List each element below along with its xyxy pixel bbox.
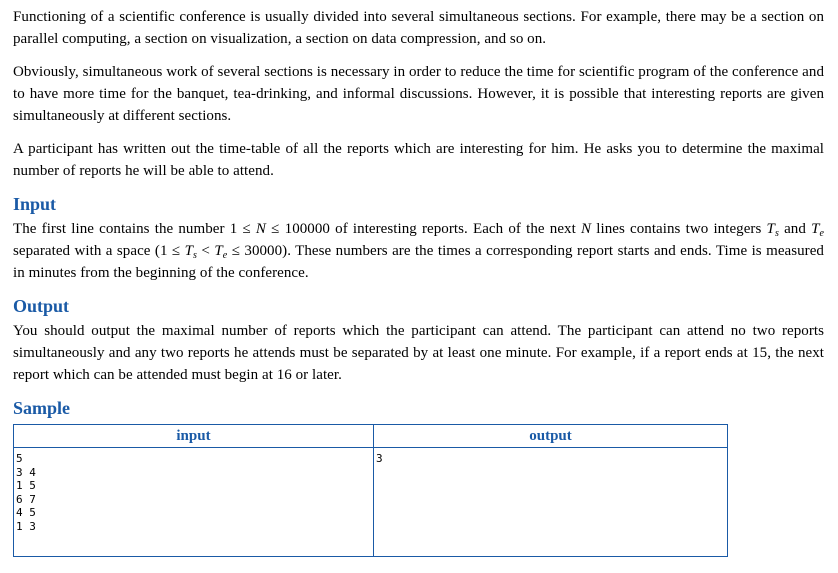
sample-output-value[interactable]: 3 (376, 452, 383, 465)
math-n-range-end: ≤ 100000 (265, 221, 330, 237)
intro-paragraph-3: A participant has written out the time-table of all the reports which are interesting for him. He asks you to determine the maximal number of reports he will be able to attend. (13, 141, 824, 179)
input-text-6: ). These numbers are the times a corresponding report starts and ends. Time is measured in minutes from the beginning of the conference. (13, 243, 824, 281)
math-less-than: < (197, 243, 215, 259)
input-description (13, 218, 824, 284)
input-heading: Input (13, 194, 57, 214)
math-te-2: $T_e$ (214, 243, 228, 261)
sample-input-value[interactable]: 5 3 4 1 5 6 7 4 5 1 3 (16, 452, 36, 533)
math-range-start: 1 ≤ (159, 243, 185, 259)
sample-heading: Sample (13, 398, 71, 418)
math-ts-2: $T_s$ (184, 243, 197, 261)
math-ts: $T_s$ (766, 221, 779, 239)
input-text-4: and (778, 221, 812, 237)
math-n: N (255, 221, 266, 237)
input-text-5: separated with a space ( (13, 243, 160, 259)
math-n-range-start: 1 ≤ (229, 221, 256, 237)
math-range-end: ≤ 30000 (227, 243, 283, 259)
sample-input-header: input (14, 425, 374, 448)
sample-table (13, 424, 728, 557)
input-text-1: The first line contains the number (13, 221, 230, 237)
sample-output-cell (374, 448, 728, 557)
math-n-2: N (581, 221, 592, 237)
input-text-2: of interesting reports. Each of the next (329, 221, 582, 237)
input-text-3: lines contains two integers (591, 221, 767, 237)
intro-paragraph-2: Obviously, simultaneous work of several sections is necessary in order to reduce the time for scientific program of the conference and to have more time for the banquet, tea-drinking, and informal discussions. However, it is possible that interesting reports are given simultaneously at different sections. (13, 64, 824, 124)
output-heading: Output (13, 296, 70, 316)
sample-output-header: output (374, 425, 728, 448)
math-te: $T_e$ (811, 221, 824, 239)
sample-input-cell (14, 448, 374, 557)
output-description: You should output the maximal number of reports which the participant can attend. The participant can attend no two reports simultaneously and any two reports he attends must be separated by at least one minute. For example, if a report ends at 15, the next report which can be attended must begin at 16 or later. (13, 323, 824, 383)
intro-paragraph-1: Functioning of a scientific conference is usually divided into several simultaneous sections. For example, there may be a section on parallel computing, a section on visualization, a section on data compression, and so on. (13, 9, 824, 47)
